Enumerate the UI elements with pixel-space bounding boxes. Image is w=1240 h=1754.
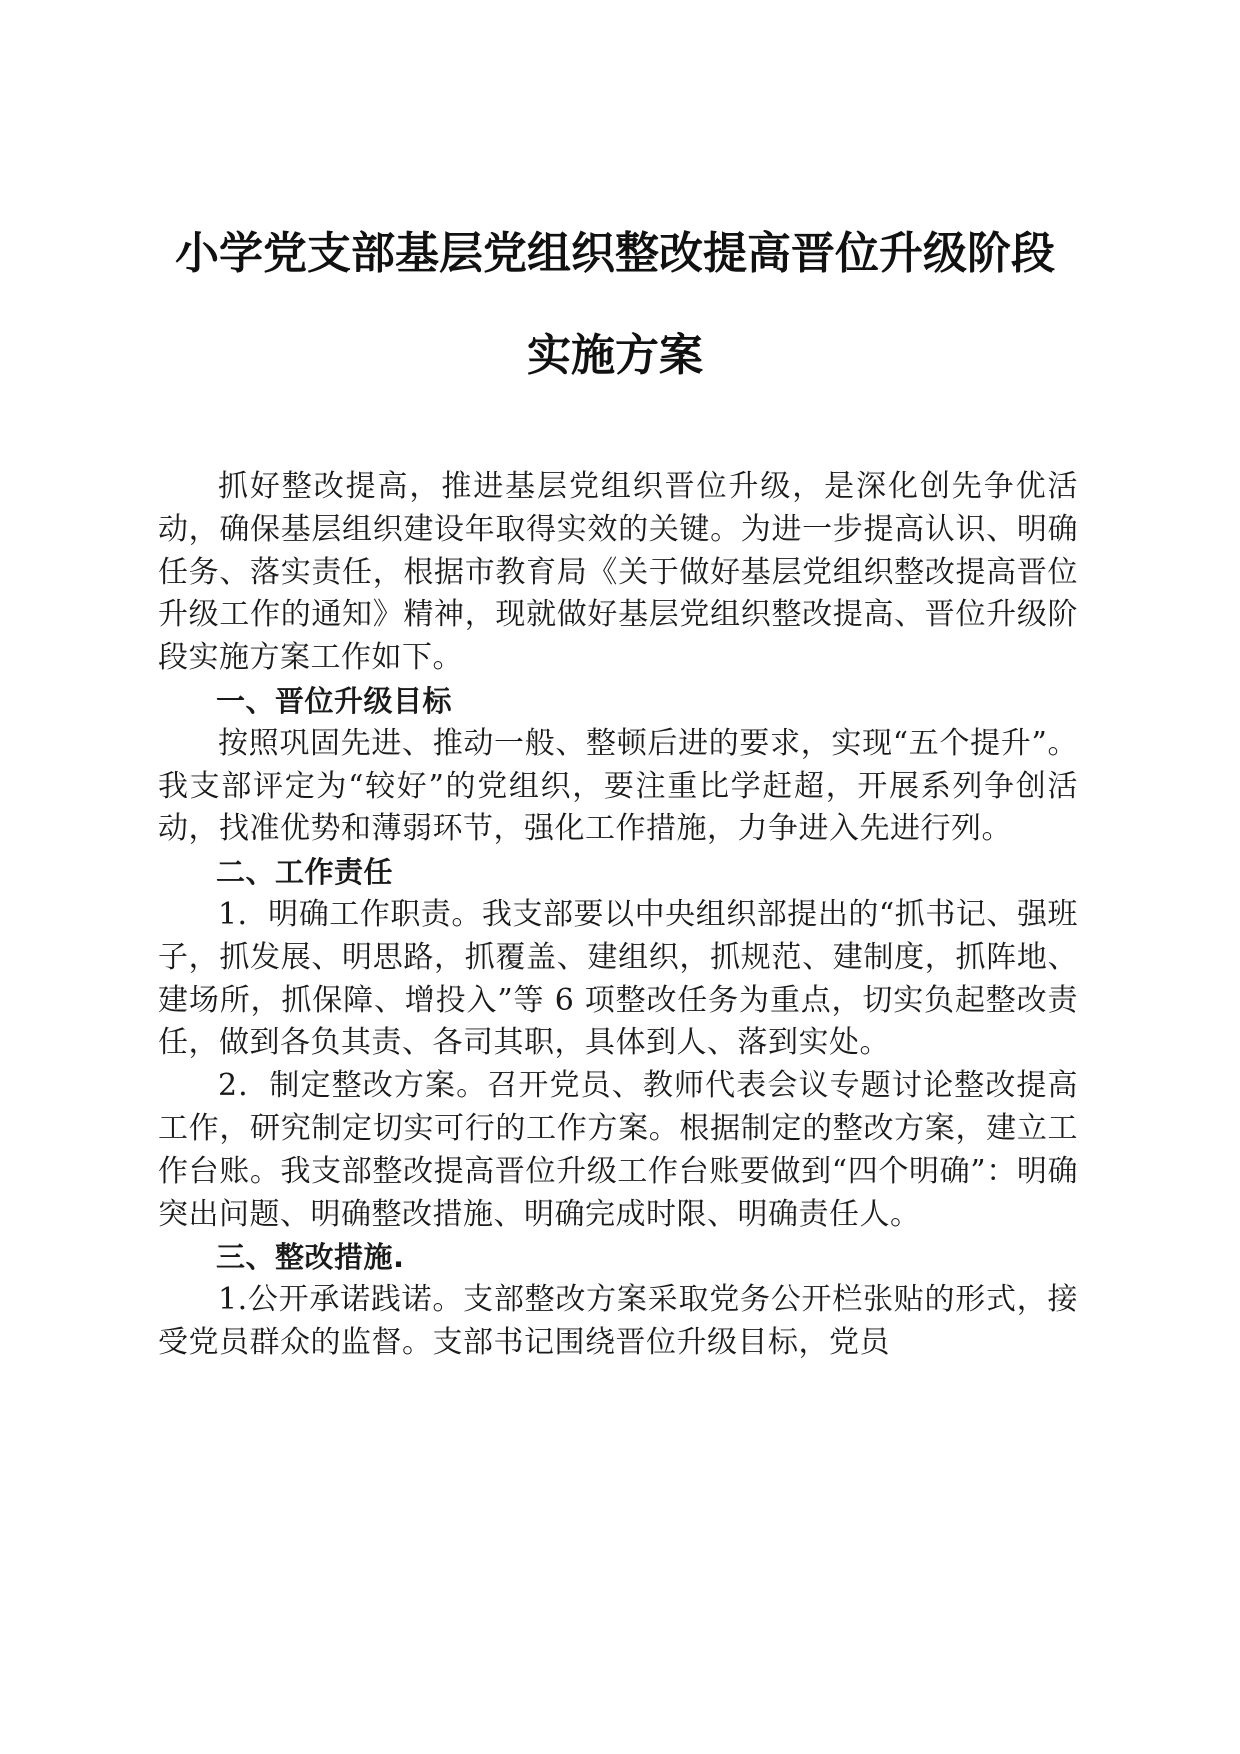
document-body (158, 466, 1078, 1365)
section-2-heading: 二、工作责任 (216, 855, 394, 890)
section-3-item-1: 1.公开承诺践诺。支部整改方案采取党务公开栏张贴的形式，接受党员群众的监督。支部书记围绕晋位升级目标，党员 (158, 1282, 1078, 1360)
section-2-item-1: 1．明确工作职责。我支部要以中央组织部提出的“抓书记、强班子，抓发展、明思路，抓覆盖、建组织，抓规范、建制度，抓阵地、建场所，抓保障、增投入”等 6 项整改任务为重点，切实负起整改责任，做到各负其责、各司其职，具体到人、落到实处。 (158, 896, 1078, 1061)
intro-paragraph: 抓好整改提高，推进基层党组织晋位升级，是深化创先争优活动，确保基层组织建设年取得实效的关键。为进一步提高认识、明确任务、落实责任，根据市教育局《关于做好基层党组织整改提高晋位升级工作的通知》精神，现就做好基层党组织整改提高、晋位升级阶段实施方案工作如下。 (158, 469, 1078, 676)
section-1-paragraph: 按照巩固先进、推动一般、整顿后进的要求，实现“五个提升”。我支部评定为“较好”的党组织，要注重比学赶超，开展系列争创活动，找准优势和薄弱环节，强化工作措施，力争进入先进行列。 (158, 725, 1078, 847)
section-3-heading: 三、整改措施. (216, 1240, 405, 1275)
section-1-heading: 一、晋位升级目标 (216, 683, 453, 718)
document-title-line-2: 实施方案 (527, 330, 703, 381)
document-title-line-1: 小学党支部基层党组织整改提高晋位升级阶段 (175, 228, 1055, 279)
section-2-item-2: 2．制定整改方案。召开党员、教师代表会议专题讨论整改提高工作，研究制定切实可行的工作方案。根据制定的整改方案，建立工作台账。我支部整改提高晋位升级工作台账要做到“四个明确”：明确突出问题、明确整改措施、明确完成时限、明确责任人。 (158, 1068, 1078, 1232)
